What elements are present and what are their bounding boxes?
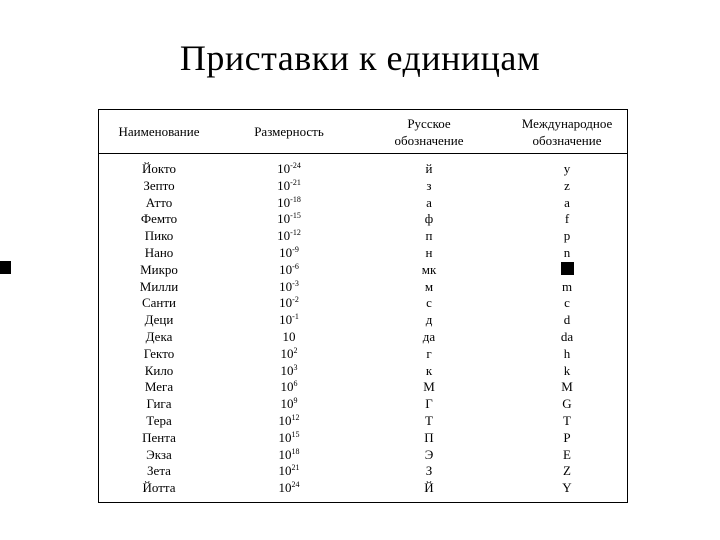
prefix-name-cell: Мега (144, 379, 174, 395)
prefix-russian-cell: г (426, 345, 432, 361)
prefix-dimension-cell (249, 295, 329, 312)
prefix-international-cell: h (563, 345, 571, 361)
prefix-russian-cell: да (422, 328, 436, 344)
dimension-exponent: -2 (292, 295, 299, 305)
dimension-base: 10 (279, 312, 293, 328)
prefix-international-cell (519, 262, 615, 279)
column-name (109, 161, 209, 497)
dimension-exponent: 24 (291, 480, 300, 490)
dimension-base: 10 (278, 446, 292, 462)
prefix-name-cell: Санти (141, 295, 177, 311)
dimension-base: 10 (277, 194, 291, 210)
prefix-dimension-cell (249, 363, 329, 380)
slide-title: Приставки к единицам (179, 38, 541, 78)
prefix-name-cell: Микро (140, 261, 178, 277)
prefix-russian-cell: м (424, 278, 434, 294)
dimension-exponent: -3 (292, 278, 299, 288)
prefix-international-cell: a (564, 194, 570, 210)
prefix-russian-cell: н (425, 244, 433, 260)
prefix-russian-cell: д (425, 312, 433, 328)
dimension-exponent: -1 (292, 312, 299, 322)
prefix-russian-cell: Т (425, 412, 433, 428)
prefix-dimension-cell (249, 312, 329, 329)
prefix-name-cell: Нано (144, 244, 174, 260)
prefix-dimension-cell (249, 279, 329, 296)
column-russian (389, 161, 469, 497)
dimension-base: 10 (278, 429, 292, 445)
prefix-dimension-cell (249, 463, 329, 480)
dimension-exponent: -24 (290, 161, 301, 170)
dimension-exponent: 18 (291, 446, 300, 456)
prefix-dimension-cell (249, 228, 329, 245)
prefix-name-cell: Йотта (142, 480, 176, 496)
dimension-base: 10 (278, 463, 292, 479)
prefix-international-cell: P (563, 429, 571, 445)
dimension-base: 10 (282, 328, 296, 344)
prefix-international-cell: d (563, 312, 571, 328)
prefix-name-cell: Пико (144, 228, 174, 244)
prefix-international-cell: da (560, 328, 574, 344)
prefix-russian-cell: п (425, 228, 433, 244)
prefix-name-cell: Гига (146, 396, 172, 412)
prefix-name-cell: Кило (144, 362, 174, 378)
dimension-exponent: -6 (292, 261, 299, 271)
dimension-base: 10 (277, 177, 291, 193)
dimension-exponent: -18 (290, 194, 301, 204)
prefix-russian-cell: мк (421, 261, 437, 277)
prefix-russian-cell: с (426, 295, 432, 311)
prefix-dimension-cell (249, 245, 329, 262)
prefix-international-cell: y (563, 161, 571, 176)
dimension-exponent: 6 (293, 379, 298, 389)
dimension-base: 10 (278, 412, 292, 428)
header-international: Международное обозначение (521, 115, 613, 148)
prefix-dimension-cell (249, 178, 329, 195)
prefix-name-cell: Зепто (143, 177, 175, 193)
dimension-exponent: -12 (290, 228, 301, 238)
prefix-dimension-cell (249, 346, 329, 363)
dimension-exponent: 9 (293, 396, 298, 406)
dimension-exponent: 21 (291, 463, 300, 473)
prefix-international-cell: G (562, 396, 572, 412)
prefix-international-cell: z (564, 177, 570, 193)
prefix-international-cell: c (564, 295, 570, 311)
prefix-name-cell: Экза (146, 446, 172, 462)
prefixes-table (98, 109, 628, 503)
prefix-russian-cell: й (425, 161, 433, 176)
side-marker (0, 261, 11, 274)
dimension-exponent: -21 (290, 177, 301, 187)
prefix-name-cell: Зета (147, 463, 171, 479)
prefix-dimension-cell (249, 211, 329, 228)
prefix-russian-cell: М (423, 379, 435, 395)
prefix-russian-cell: Э (424, 446, 434, 462)
prefix-international-cell: m (561, 278, 573, 294)
prefix-name-cell: Пента (142, 429, 176, 445)
dimension-exponent: 12 (291, 412, 300, 422)
prefix-dimension-cell (249, 329, 329, 346)
dimension-exponent: -9 (292, 244, 299, 254)
prefix-name-cell: Деци (144, 312, 174, 328)
dimension-base: 10 (277, 161, 291, 176)
prefix-dimension-cell (249, 430, 329, 447)
prefix-dimension-cell (249, 413, 329, 430)
dimension-base: 10 (280, 396, 294, 412)
dimension-base: 10 (277, 228, 291, 244)
prefix-name-cell: Гекто (143, 345, 175, 361)
prefix-international-cell: k (563, 362, 571, 378)
dimension-base: 10 (280, 379, 294, 395)
prefix-russian-cell: Г (425, 396, 433, 412)
dimension-exponent: 15 (291, 429, 300, 439)
prefix-international-cell: T (563, 412, 571, 428)
dimension-exponent: 2 (293, 345, 298, 355)
table-header-row (99, 110, 627, 154)
prefix-russian-cell: З (425, 463, 433, 479)
prefix-dimension-cell (249, 480, 329, 497)
prefix-international-cell: n (563, 244, 571, 260)
prefix-international-cell: E (563, 446, 571, 462)
header-dimension: Размерность (254, 124, 324, 139)
dimension-base: 10 (278, 480, 292, 496)
column-dimension (249, 161, 329, 497)
dimension-base: 10 (279, 295, 293, 311)
prefix-dimension-cell (249, 447, 329, 464)
prefix-dimension-cell (249, 195, 329, 212)
dimension-base: 10 (279, 261, 293, 277)
prefix-international-cell: f (564, 211, 570, 227)
dimension-base: 10 (279, 244, 293, 260)
prefix-international-cell: Z (563, 463, 571, 479)
dimension-base: 10 (277, 211, 291, 227)
prefix-dimension-cell (249, 161, 329, 178)
prefix-russian-cell: к (425, 362, 433, 378)
prefix-russian-cell: ф (424, 211, 434, 227)
dimension-base: 10 (279, 278, 293, 294)
prefix-international-cell: p (563, 228, 571, 244)
column-international (519, 161, 615, 497)
prefix-russian-cell: Й (424, 480, 434, 496)
prefix-dimension-cell (249, 379, 329, 396)
prefix-name-cell: Милли (139, 278, 179, 294)
prefix-name-cell: Атто (145, 194, 173, 210)
header-name: Наименование (118, 124, 200, 139)
prefix-international-cell: M (561, 379, 573, 395)
dimension-exponent: 3 (293, 362, 298, 372)
prefix-russian-cell: а (426, 194, 432, 210)
dimension-exponent: -15 (290, 211, 301, 221)
prefix-name-cell: Тера (146, 412, 172, 428)
prefix-name-cell: Фемто (140, 211, 178, 227)
prefix-dimension-cell (249, 262, 329, 279)
dimension-base: 10 (280, 362, 294, 378)
dimension-base: 10 (280, 345, 294, 361)
prefix-name-cell: Йокто (141, 161, 177, 176)
header-russian: Русское обозначение (394, 115, 464, 148)
prefix-russian-cell: з (426, 177, 432, 193)
prefix-dimension-cell (249, 396, 329, 413)
prefix-international-cell: Y (562, 480, 572, 496)
missing-glyph-icon (561, 262, 574, 275)
prefix-name-cell: Дека (145, 328, 173, 344)
prefix-russian-cell: П (424, 429, 434, 445)
